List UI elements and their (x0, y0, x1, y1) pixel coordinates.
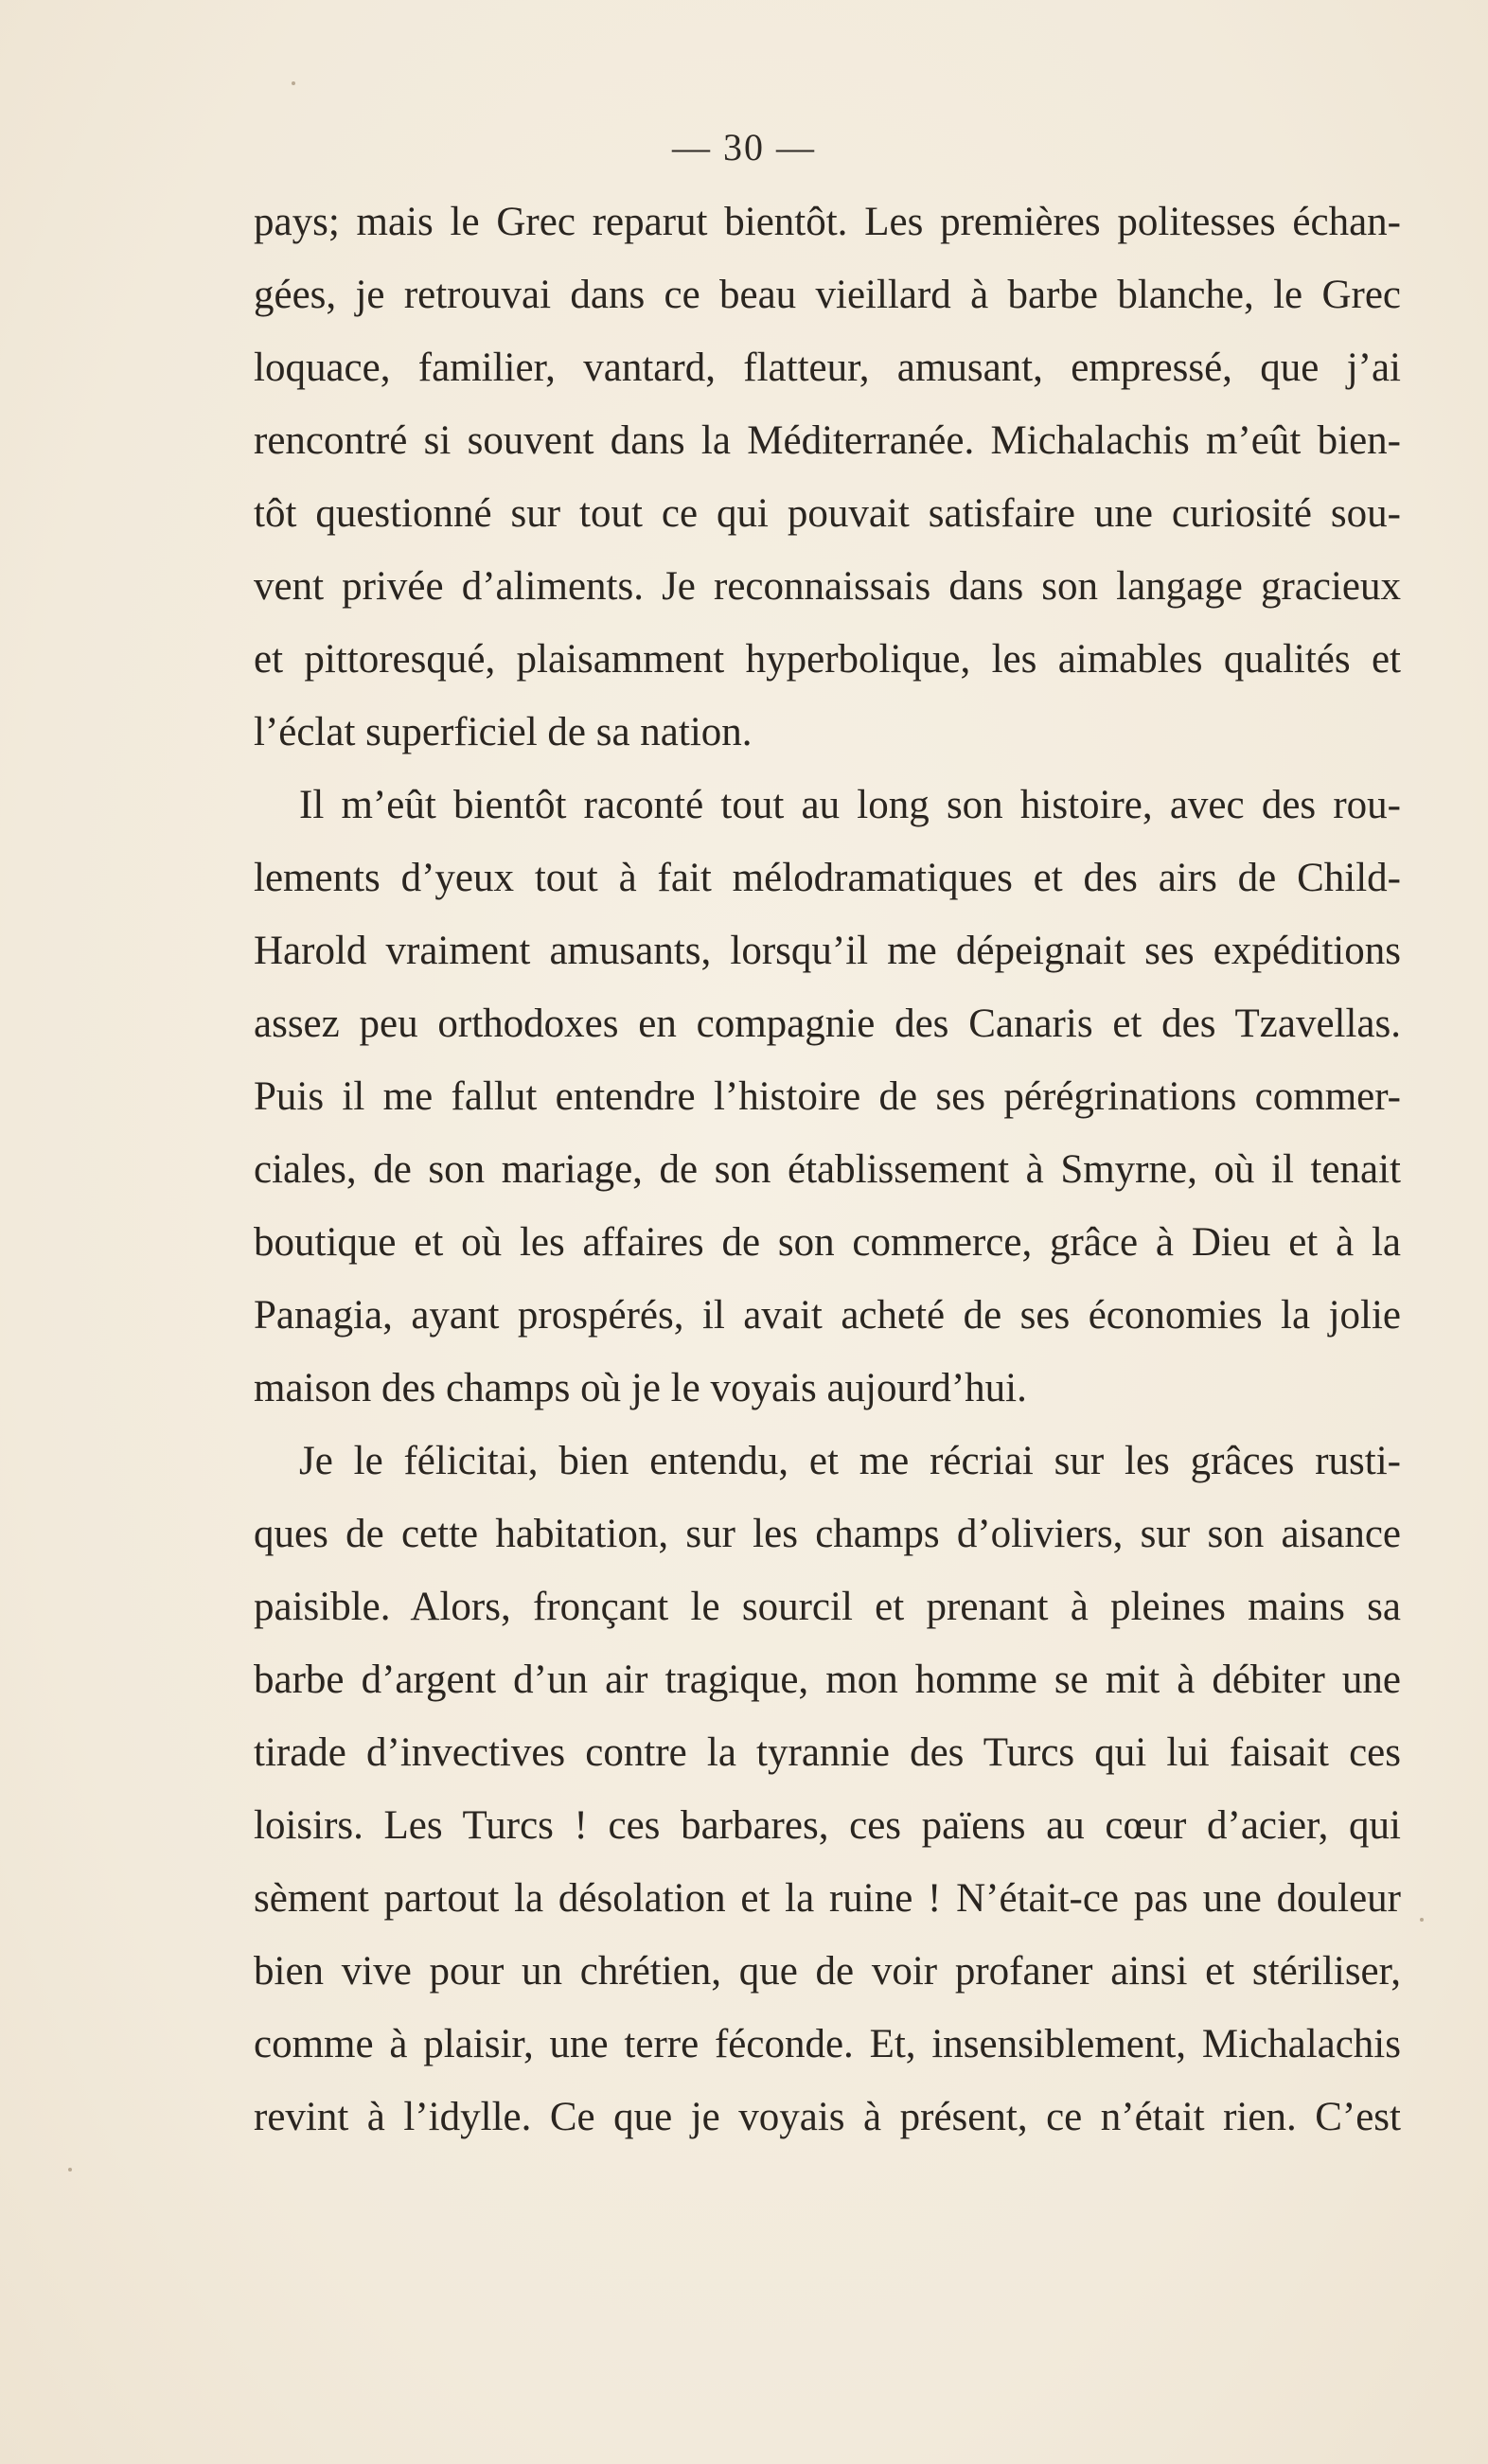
text-line: et pittoresqué, plaisamment hyperbolique, les aimables qualités et (254, 637, 1401, 682)
text-line: ciales, de son mariage, de son établissement à Smyrne, où il tenait (254, 1147, 1401, 1192)
text-line: boutique et où les affaires de son commerce, grâce à Dieu et à la (254, 1220, 1401, 1265)
paper-speck (68, 2168, 72, 2172)
page-number: — 30 — (672, 126, 816, 168)
text-line: maison des champs où je le voyais aujourd’hui. (254, 1366, 1027, 1410)
text-line: rencontré si souvent dans la Méditerranée. Michalachis m’eût bien- (254, 418, 1401, 463)
paper-speck (1420, 1918, 1424, 1922)
text-line: barbe d’argent d’un air tragique, mon homme se mit à débiter une (254, 1657, 1401, 1702)
text-line: Je le félicitai, bien entendu, et me récriai sur les grâces rusti- (299, 1439, 1401, 1483)
text-line: gées, je retrouvai dans ce beau vieillard à barbe blanche, le Grec (254, 273, 1401, 317)
text-line: bien vive pour un chrétien, que de voir profaner ainsi et stériliser, (254, 1949, 1401, 1994)
text-line: vent privée d’aliments. Je reconnaissais dans son langage gracieux (254, 564, 1401, 609)
text-line: Panagia, ayant prospérés, il avait acheté de ses économies la jolie (254, 1293, 1401, 1338)
text-line: tirade d’invectives contre la tyrannie des Turcs qui lui faisait ces (254, 1730, 1401, 1775)
text-line: comme à plaisir, une terre féconde. Et, insensiblement, Michalachis (254, 2022, 1401, 2066)
text-line: tôt questionné sur tout ce qui pouvait satisfaire une curiosité sou- (254, 491, 1401, 536)
text-line: sèment partout la désolation et la ruine ! N’était-ce pas une douleur (254, 1876, 1401, 1921)
text-line: Harold vraiment amusants, lorsqu’il me dépeignait ses expéditions (254, 929, 1401, 973)
text-line: lements d’yeux tout à fait mélodramatiques et des airs de Child- (254, 856, 1401, 900)
text-line: paisible. Alors, fronçant le sourcil et prenant à pleines mains sa (254, 1585, 1401, 1629)
text-line: pays; mais le Grec reparut bientôt. Les premières politesses échan- (254, 200, 1401, 244)
text-line: assez peu orthodoxes en compagnie des Canaris et des Tzavellas. (254, 1002, 1401, 1046)
text-line: Puis il me fallut entendre l’histoire de ses pérégrinations commer- (254, 1074, 1401, 1119)
text-line: Il m’eût bientôt raconté tout au long son histoire, avec des rou- (299, 783, 1401, 827)
text-line: loisirs. Les Turcs ! ces barbares, ces païens au cœur d’acier, qui (254, 1803, 1401, 1848)
body-text (254, 186, 1401, 2154)
paper-speck (292, 81, 295, 85)
text-line: l’éclat superficiel de sa nation. (254, 710, 753, 754)
text-line: loquace, familier, vantard, flatteur, amusant, empressé, que j’ai (254, 346, 1401, 390)
text-line: revint à l’idylle. Ce que je voyais à présent, ce n’était rien. C’est (254, 2095, 1401, 2139)
text-line: ques de cette habitation, sur les champs d’oliviers, sur son aisance (254, 1512, 1401, 1556)
